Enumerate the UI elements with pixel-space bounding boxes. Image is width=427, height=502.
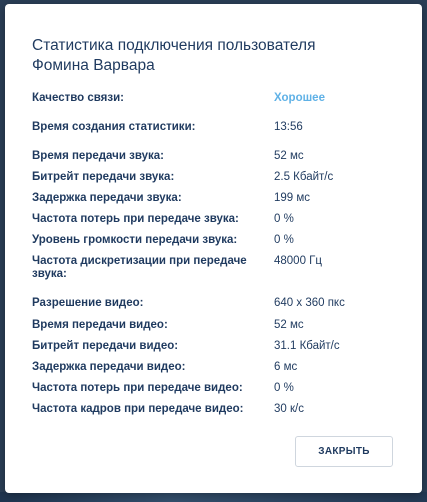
stat-value: 52 мс <box>274 319 304 331</box>
stat-value: 13:56 <box>274 121 303 133</box>
stat-label: Частота потерь при передаче видео: <box>32 382 243 394</box>
connection-stats-dialog <box>5 4 422 493</box>
stat-value: 640 x 360 пкс <box>274 297 345 309</box>
stat-label: Уровень громкости передачи звука: <box>32 234 238 246</box>
stat-label: Время передачи звука: <box>32 150 164 162</box>
stat-label: Частота потерь при передаче звука: <box>32 213 239 225</box>
stat-value: 52 мс <box>274 150 304 162</box>
stat-label: Задержка передачи видео: <box>32 361 186 373</box>
dialog-title <box>32 36 402 76</box>
stat-value: 199 мс <box>274 192 311 204</box>
background-strip <box>0 492 427 502</box>
stat-label: Битрейт передачи звука: <box>32 171 175 183</box>
dialog-title-user-name: Фомина Варвара <box>32 57 155 74</box>
stat-label: Частота кадров при передаче видео: <box>32 403 244 415</box>
stat-label: Частота дискретизации при передаче звука: <box>32 255 247 280</box>
stat-value: 0 % <box>274 382 294 394</box>
stat-label: Разрешение видео: <box>32 297 144 309</box>
stat-value: 0 % <box>274 234 294 246</box>
stat-value: 6 мс <box>274 361 298 373</box>
quality-value: Хорошее <box>274 92 325 104</box>
stat-label: Битрейт передачи видео: <box>32 340 179 352</box>
stat-value: 30 к/с <box>274 403 304 415</box>
stat-label: Задержка передачи звука: <box>32 192 182 204</box>
dialog-title-line1: Статистика подключения пользователя <box>32 37 316 54</box>
stat-label: Время создания статистики: <box>32 121 196 133</box>
stat-value: 2.5 Кбайт/с <box>274 171 334 183</box>
stat-label: Качество связи: <box>32 92 124 104</box>
close-button[interactable]: ЗАКРЫТЬ <box>295 436 393 467</box>
stat-label: Время передачи видео: <box>32 319 168 331</box>
stat-value: 0 % <box>274 213 294 225</box>
stat-value: 48000 Гц <box>274 255 322 267</box>
stat-value: 31.1 Кбайт/с <box>274 340 340 352</box>
